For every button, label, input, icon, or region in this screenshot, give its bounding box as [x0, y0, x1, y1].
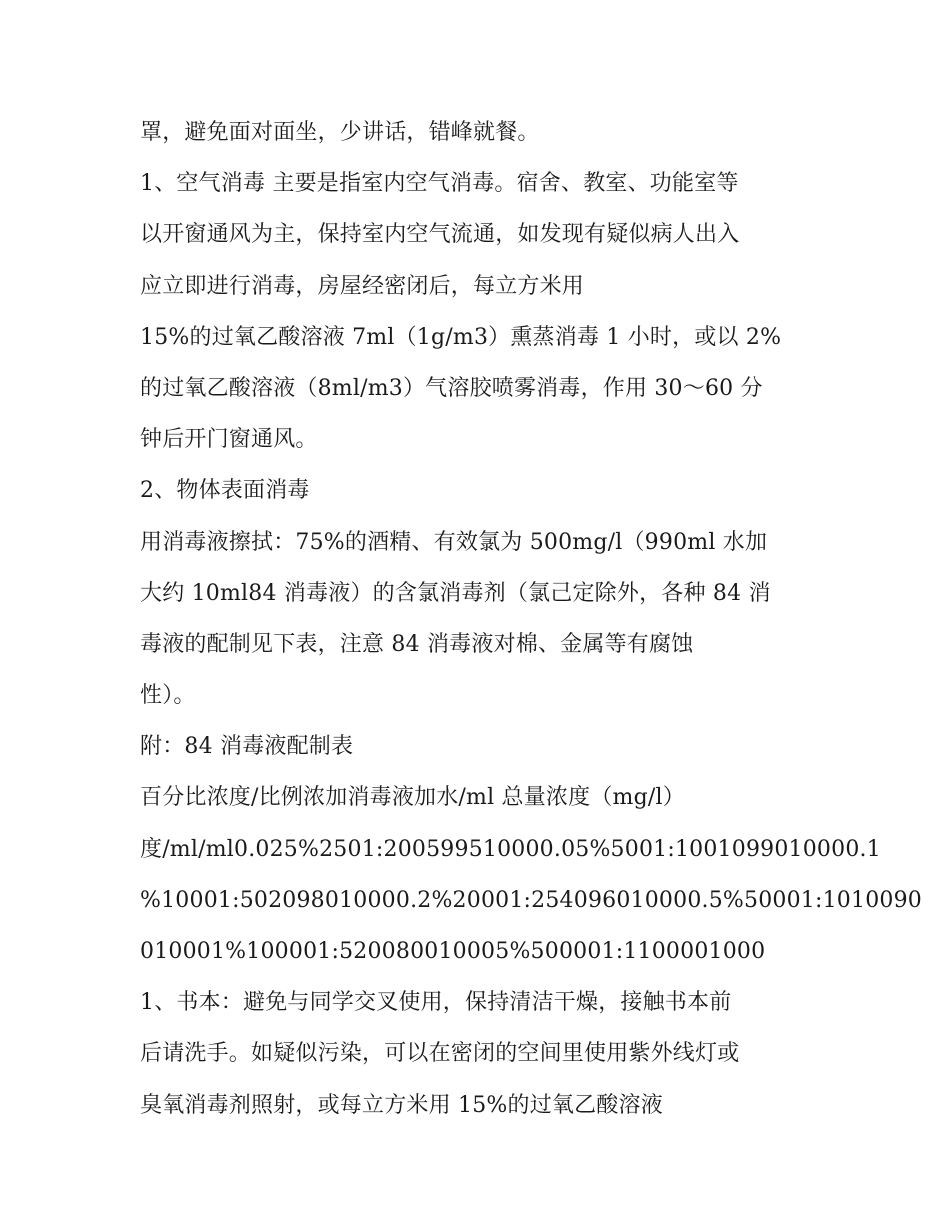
text-line: 010001%100001:520080010005%500001:1100001000: [140, 939, 766, 964]
text-line: 毒液的配制见下表，注意 84 消毒液对棉、金属等有腐蚀: [140, 631, 694, 657]
text-line: 后请洗手。如疑似污染，可以在密闭的空间里使用紫外线灯或: [140, 1041, 740, 1067]
text-line: 附：84 消毒液配制表: [140, 734, 354, 760]
text-line: 应立即进行消毒，房屋经密闭后，每立方米用: [140, 273, 585, 299]
text-line: 臭氧消毒剂照射，或每立方米用 15%的过氧乙酸溶液: [140, 1092, 663, 1118]
text-line: 百分比浓度/比例浓加消毒液加水/ml 总量浓度（mg/l）: [140, 785, 685, 811]
text-line: 15%的过氧乙酸溶液 7ml（1g/m3）熏蒸消毒 1 小时，或以 2%: [140, 324, 782, 350]
text-line: 2、物体表面消毒: [140, 478, 310, 504]
text-line: 大约 10ml84 消毒液）的含氯消毒剂（氯己定除外，各种 84 消: [140, 580, 771, 606]
text-line: 1、空气消毒 主要是指室内空气消毒。宿舍、教室、功能室等: [140, 171, 739, 197]
text-line: 性）。: [140, 683, 196, 709]
text-line: 钟后开门窗通风。: [140, 427, 318, 453]
text-line: 用消毒液擦拭：75%的酒精、有效氯为 500mg/l（990ml 水加: [140, 529, 768, 555]
text-line: 以开窗通风为主，保持室内空气流通，如发现有疑似病人出入: [140, 222, 740, 248]
text-line: %10001:502098010000.2%20001:254096010000.5%50001:1010090: [140, 887, 922, 913]
document-body: [140, 107, 922, 1131]
text-line: 1、书本：避免与同学交叉使用，保持清洁干燥，接触书本前: [140, 990, 732, 1016]
text-line: 的过氧乙酸溶液（8ml/m3）气溶胶喷雾消毒，作用 30～60 分: [140, 375, 763, 401]
text-line: 度/ml/ml0.025%2501:200599510000.05%5001:1001099010000.1: [140, 836, 881, 862]
text-line: 罩，避免面对面坐，少讲话，错峰就餐。: [140, 120, 540, 145]
